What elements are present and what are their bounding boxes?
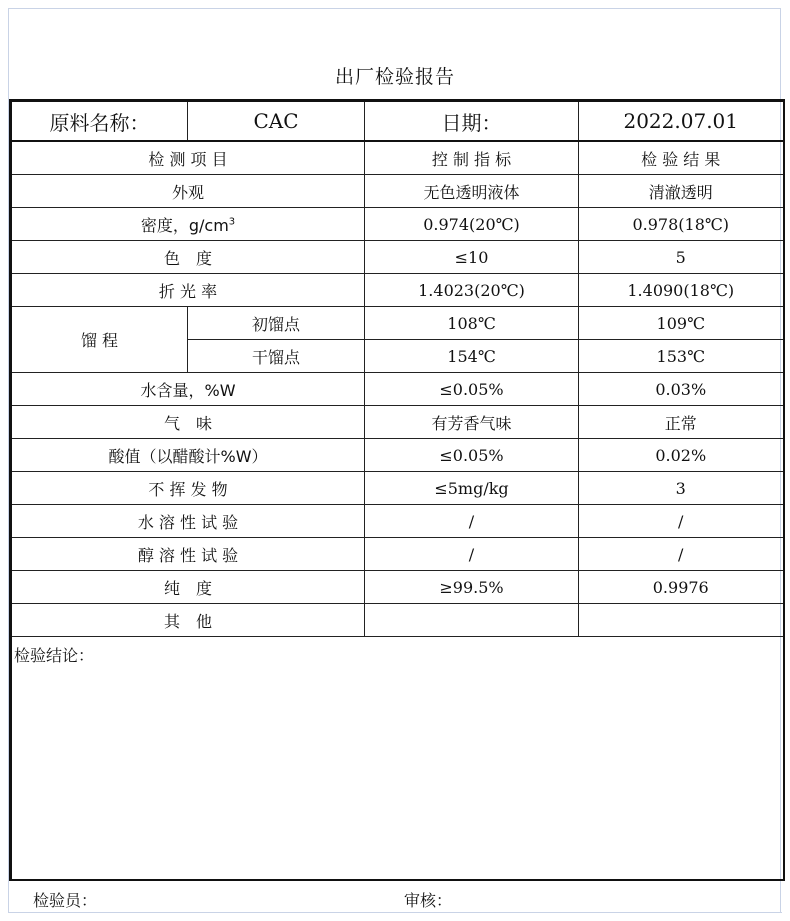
- result-cell[interactable]: 正常: [579, 406, 784, 439]
- result-cell[interactable]: 0.9976: [579, 571, 784, 604]
- date-value[interactable]: 2022.07.01: [579, 101, 784, 142]
- item-dry-point: 干馏点: [188, 340, 365, 373]
- table-row: [11, 472, 784, 505]
- item-density-label: 密度，g/cm: [140, 215, 229, 235]
- header-row: [11, 101, 784, 142]
- item-distillation-group: 馏 程: [11, 307, 188, 373]
- column-header-item: 检 测 项 目: [11, 141, 365, 175]
- standard-cell[interactable]: 108℃: [365, 307, 579, 340]
- standard-cell[interactable]: 1.4023(20℃): [365, 274, 579, 307]
- date-label: 日期：: [365, 101, 579, 142]
- result-cell[interactable]: 153℃: [579, 340, 784, 373]
- table-row: [11, 439, 784, 472]
- item-density-superscript: 3: [228, 216, 236, 228]
- reviewer-label: 审核：: [404, 891, 453, 910]
- standard-cell[interactable]: 154℃: [365, 340, 579, 373]
- material-name-value[interactable]: CAC: [188, 101, 365, 142]
- standard-cell[interactable]: 无色透明液体: [365, 175, 579, 208]
- result-cell[interactable]: /: [579, 505, 784, 538]
- standard-cell[interactable]: [365, 604, 579, 637]
- item-nonvolatile: 不 挥 发 物: [11, 472, 365, 505]
- result-cell[interactable]: 3: [579, 472, 784, 505]
- standard-cell[interactable]: ≤5mg/kg: [365, 472, 579, 505]
- result-cell[interactable]: /: [579, 538, 784, 571]
- standard-cell[interactable]: ≥99.5%: [365, 571, 579, 604]
- result-cell[interactable]: 0.03%: [579, 373, 784, 406]
- conclusion-cell[interactable]: [11, 637, 784, 880]
- result-cell[interactable]: [579, 604, 784, 637]
- table-row: [11, 373, 784, 406]
- result-cell[interactable]: 109℃: [579, 307, 784, 340]
- table-row: [11, 406, 784, 439]
- item-density: [11, 208, 365, 241]
- table-row: [11, 241, 784, 274]
- signature-footer: [0, 888, 790, 912]
- item-initial-boiling-point: 初馏点: [188, 307, 365, 340]
- item-other: 其 他: [11, 604, 365, 637]
- column-header-result: 检 验 结 果: [579, 141, 784, 175]
- material-name-label: 原料名称：: [11, 101, 188, 142]
- table-row: [11, 307, 784, 340]
- item-appearance: 外观: [11, 175, 365, 208]
- item-purity: 纯 度: [11, 571, 365, 604]
- result-cell[interactable]: 1.4090(18℃): [579, 274, 784, 307]
- result-cell[interactable]: 清澈透明: [579, 175, 784, 208]
- table-row: [11, 571, 784, 604]
- inspector-label: 检验员：: [33, 891, 98, 910]
- table-row: [11, 274, 784, 307]
- table-row: [11, 604, 784, 637]
- standard-cell[interactable]: /: [365, 505, 579, 538]
- standard-cell[interactable]: /: [365, 538, 579, 571]
- inspection-table: [9, 99, 782, 881]
- result-cell[interactable]: 0.02%: [579, 439, 784, 472]
- standard-cell[interactable]: 有芳香气味: [365, 406, 579, 439]
- item-refractive-index: 折 光 率: [11, 274, 365, 307]
- standard-cell[interactable]: ≤10: [365, 241, 579, 274]
- table-row: [11, 538, 784, 571]
- item-odor: 气 味: [11, 406, 365, 439]
- standard-cell[interactable]: ≤0.05%: [365, 373, 579, 406]
- column-header-row: [11, 141, 784, 175]
- table-row: [11, 175, 784, 208]
- standard-cell[interactable]: ≤0.05%: [365, 439, 579, 472]
- report-title: 出厂检验报告: [334, 66, 455, 88]
- standard-cell[interactable]: 0.974(20℃): [365, 208, 579, 241]
- page-bottom-border: [8, 912, 782, 913]
- result-cell[interactable]: 0.978(18℃): [579, 208, 784, 241]
- item-color: 色 度: [11, 241, 365, 274]
- item-acid-value: 酸值（以醋酸计%W）: [11, 439, 365, 472]
- table-row: [11, 208, 784, 241]
- item-water-content: 水含量，%W: [11, 373, 365, 406]
- column-header-standard: 控 制 指 标: [365, 141, 579, 175]
- conclusion-row: [11, 637, 784, 880]
- conclusion-label: 检验结论：: [14, 646, 95, 665]
- item-water-solubility: 水 溶 性 试 验: [11, 505, 365, 538]
- item-alcohol-solubility: 醇 溶 性 试 验: [11, 538, 365, 571]
- table-row: [11, 505, 784, 538]
- result-cell[interactable]: 5: [579, 241, 784, 274]
